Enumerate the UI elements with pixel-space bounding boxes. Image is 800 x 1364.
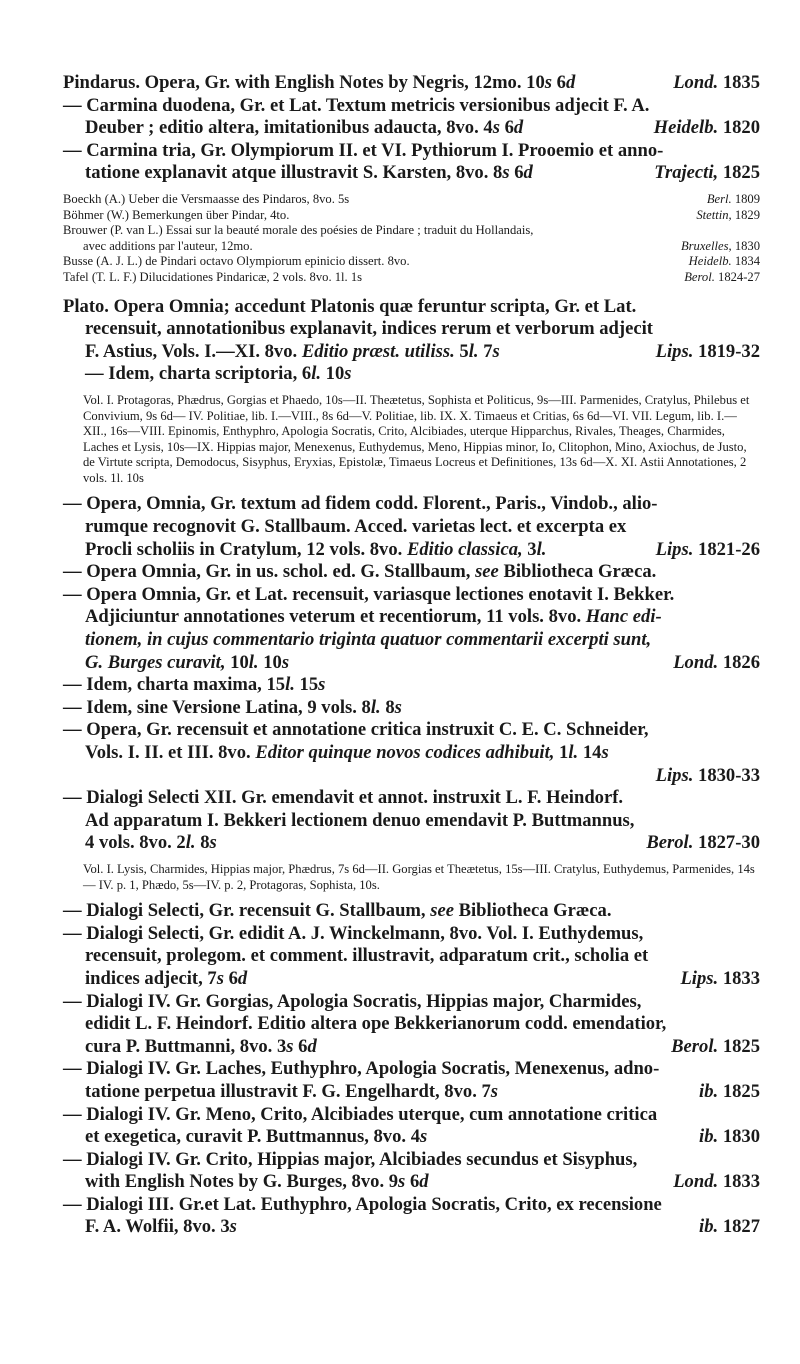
related-work-row: Brouwer (P. van L.) Essai sur la beauté morale des poésies de Pindare ; traduit du Hollandais, xyxy=(63,223,534,238)
plato-entry-stallbaum: — Opera, Omnia, Gr. textum ad fidem codd. Florent., Paris., Vindob., alio- rumque recognovit G. Stallbaum. Acced. varietas lect. et excerpta ex Procli scholiis in Cratylum, 12 vols. 8vo. Editio classica, 3l. Lips. 1821-26 xyxy=(63,493,760,560)
related-work-row: avec additions par l'auteur, 12mo. Bruxelles, 1830 xyxy=(83,238,760,253)
plato-entry-winckelmann: — Dialogi Selecti, Gr. edidit A. J. Winckelmann, 8vo. Vol. I. Euthydemus, recensuit, prolegom. et comment. illustravit, adparatum crit., scholia et indices adjecit, 7s 6d Lips. 1833 xyxy=(63,922,760,989)
plato-entry-schneider: — Opera, Gr. recensuit et annotatione critica instruxit C. E. C. Schneider, Vols. I. II. et III. 8vo. Editor quinque novos codices adhibuit, 1l. 14s Lips. 1830-33 xyxy=(63,719,760,786)
plato-volume-contents-note: Vol. I. Protagoras, Phædrus, Gorgias et Phaedo, 10s—II. Theætetus, Sophista et Politicus, 9s—III. Parmenides, Cratylus, Philebus et Convivium, 9s 6d— IV. Politiae, lib. I.—VIII., 8s 6d—V. Politiae, lib. IX. X. Timaeus et Critias, 6s 6d—VI. VII. Legum, lib. I.—XII., 16s—VIII. Epinomis, Enthyphro, Apologia Socratis, Crito, Alcibiades, uterque Hipparchus, Rivales, Theages, Charmides, Laches et Lysis, 10s—IX. Hippias major, Menexenus, Euthydemus, Meno, Hippias minor, Io, Clitophon, Mino, Axiochus, de Justo, de Virtute scripta, Demodocus, Sisyphus, Eryxias, Epistolæ, Timaeus Locreus et Definitiones, 13s 6d—X. XI. Astii Annotationes, 2 vols. 1l. 10s xyxy=(83,392,750,485)
pindarus-entry-3: — Carmina tria, Gr. Olympiorum II. et VI. Pythiorum I. Prooemio et anno- tatione explanavit atque illustravit S. Karsten, 8vo. 8s 6d Trajecti, 1825 xyxy=(63,139,760,184)
related-work-row: Busse (A. J. L.) de Pindari octavo Olympiorum epinicio dissert. 8vo. Heidelb. 1834 xyxy=(63,254,760,269)
plato-entry-dialogi-iv-gorgias: — Dialogi IV. Gr. Gorgias, Apologia Socratis, Hippias major, Charmides, edidit L. F. Heindorf. Editio altera ope Bekkerianorum codd. emendatior, cura P. Buttmanni, 8vo. 3s 6d Berol. 1825 xyxy=(63,990,760,1057)
plato-entry-dialogi-iv-meno: — Dialogi IV. Gr. Meno, Crito, Alcibiades uterque, cum annotatione critica et exegetica, curavit P. Buttmannus, 8vo. 4s ib. 1830 xyxy=(63,1103,760,1148)
heindorf-volume-contents-note: Vol. I. Lysis, Charmides, Hippias major, Phædrus, 7s 6d—II. Gorgias et Theætetus, 15s—III. Cratylus, Euthydemus, Parmenides, 14s — IV. p. 1, Phædo, 5s—IV. p. 2, Protagoras, Sophista, 10s. xyxy=(83,861,755,892)
pindarus-entry-2: — Carmina duodena, Gr. et Lat. Textum metricis versionibus adjecit F. A. Deuber ; editio altera, imitationibus adaucta, 8vo. 4s 6d Heidelb. 1820 xyxy=(63,94,760,139)
plato-entry-sine-versione: — Idem, sine Versione Latina, 9 vols. 8l. 8s xyxy=(63,696,402,718)
plato-entry-dialogi-iv-crito: — Dialogi IV. Gr. Crito, Hippias major, Alcibiades secundus et Sisyphus, with English Notes by G. Burges, 8vo. 9s 6d Lond. 1833 xyxy=(63,1148,760,1193)
related-work-row: Tafel (T. L. F.) Dilucidationes Pindaricæ, 2 vols. 8vo. 1l. 1s Berol. 1824-27 xyxy=(63,269,760,284)
plato-entry-schol: — Opera Omnia, Gr. in us. schol. ed. G. Stallbaum, see Bibliotheca Græca. xyxy=(63,561,657,583)
plato-entry-main: Plato. Opera Omnia; accedunt Platonis quæ feruntur scripta, Gr. et Lat. recensuit, annotationibus explanavit, indices rerum et verborum adjecit F. Astius, Vols. I.—XI. 8vo. Editio præst. utiliss. 5l. 7s Lips. 1819-32 — Idem, charta scriptoria, 6l. 10s xyxy=(63,295,760,385)
pindarus-entry-1: Pindarus. Opera, Gr. with English Notes by Negris, 12mo. 10s 6d Lond. 1835 xyxy=(63,72,760,93)
related-work-row: Böhmer (W.) Bemerkungen über Pindar, 4to. Stettin, 1829 xyxy=(63,207,760,222)
plato-entry-dialogi-stallbaum: — Dialogi Selecti, Gr. recensuit G. Stallbaum, see Bibliotheca Græca. xyxy=(63,900,612,922)
related-work-row: Boeckh (A.) Ueber die Versmaasse des Pindaros, 8vo. 5s Berl. 1809 xyxy=(63,191,760,206)
plato-entry-charta-maxima: — Idem, charta maxima, 15l. 15s xyxy=(63,674,326,696)
plato-entry-dialogi-iii: — Dialogi III. Gr.et Lat. Euthyphro, Apologia Socratis, Crito, ex recensione F. A. Wolfii, 8vo. 3s ib. 1827 xyxy=(63,1193,760,1238)
pindarus-related-works xyxy=(63,192,760,286)
plato-entry-dialogi-iv-laches: — Dialogi IV. Gr. Laches, Euthyphro, Apologia Socratis, Menexenus, adno- tatione perpetua illustravit F. G. Engelhardt, 8vo. 7s ib. 1825 xyxy=(63,1058,760,1102)
plato-entry-heindorf: — Dialogi Selecti XII. Gr. emendavit et annot. instruxit L. F. Heindorf. Ad apparatum I. Bekkeri lectionem denuo emendavit P. Buttmannus, 4 vols. 8vo. 2l. 8s Berol. 1827-30 xyxy=(63,787,760,854)
plato-entry-bekker: — Opera Omnia, Gr. et Lat. recensuit, variasque lectiones enotavit I. Bekker. Adjiciuntur annotationes veterum et recentiorum, 11 vols. 8vo. Hanc edi- tionem, in cujus commentario triginta quatuor commentarii excerpti sunt, G. Burges curavit, 10l. 10s Lond. 1826 xyxy=(63,583,760,673)
